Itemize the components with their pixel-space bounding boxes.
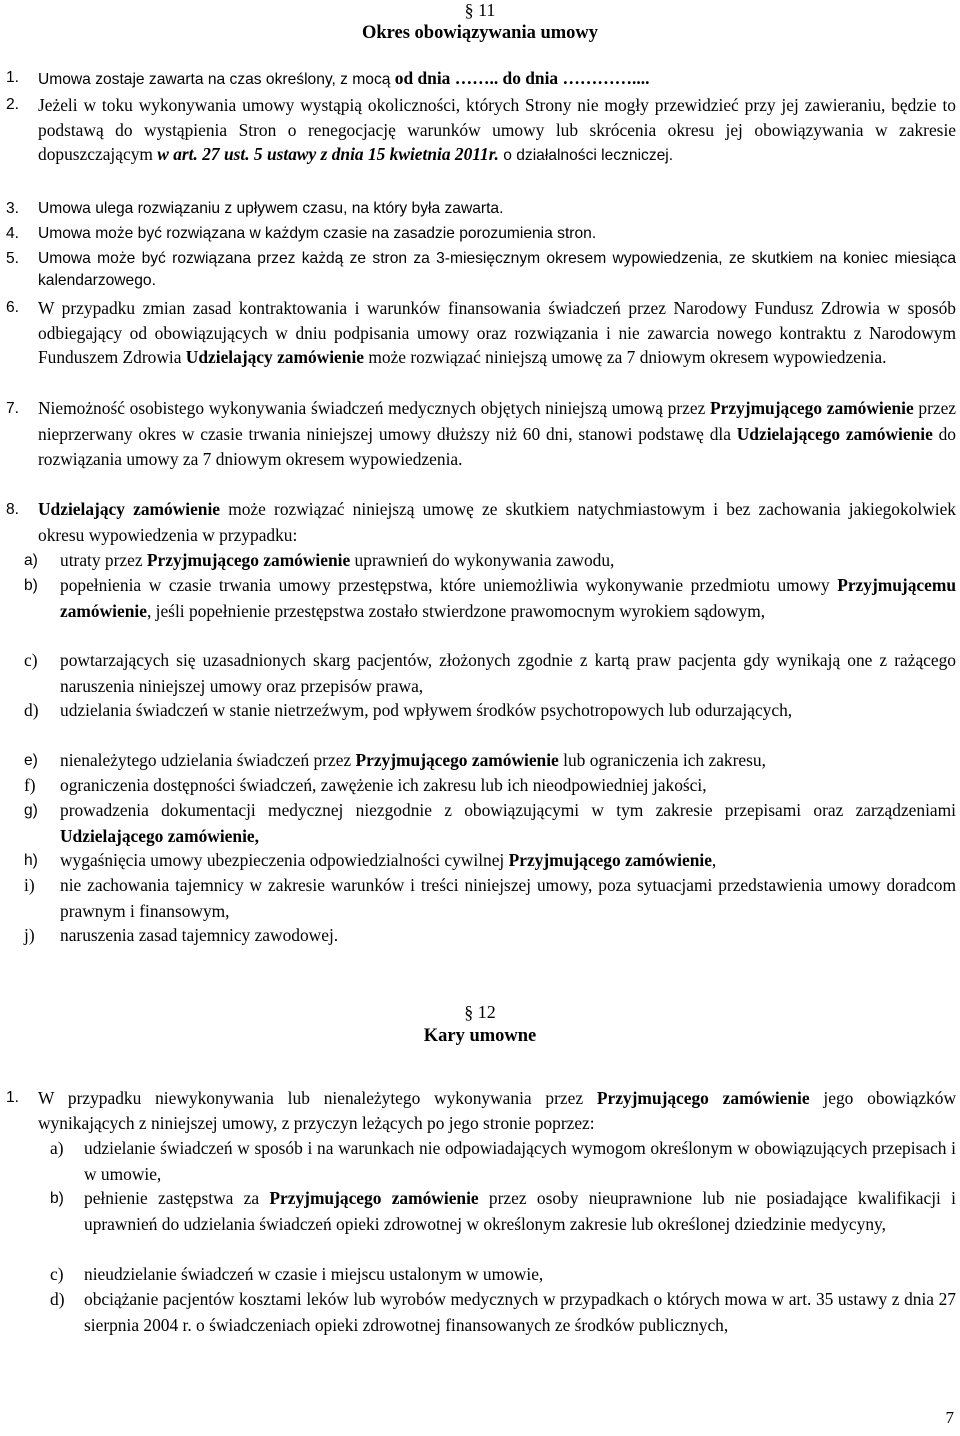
s11-item-c-label: c) <box>24 650 38 670</box>
s11-item-a-label: a) <box>24 552 38 569</box>
s11-item-h-text: wygaśnięcia umowy ubezpieczenia odpowiedzialności cywilnej <box>60 850 509 870</box>
s11-paragraph-2-number: 2. <box>6 96 20 113</box>
s11-item-d-text: udzielania świadczeń w stanie nietrzeźwym, pod wpływem środków psychotropowych lub odurzających, <box>60 700 793 720</box>
s11-item-f-text: ograniczenia dostępności świadczeń, zawężenie ich zakresu lub ich nieodpowiedniej jakości, <box>60 775 707 795</box>
s12-paragraph-1-text: W przypadku niewykonywania lub nienależytego wykonywania przez <box>38 1088 597 1108</box>
s12-paragraph-1-number: 1. <box>6 1089 20 1106</box>
s11-paragraph-2-text: Jeżeli w toku wykonywania umowy wystąpią okoliczności, których Strony nie mogły przewidzieć przy jej zawieraniu, będzie to podstawą do wystąpienia Stron o renegocjację warunków umowy lub skrócenia okresu jej obowiązywania w zakresie dopuszczającym <box>38 95 956 164</box>
s11-paragraph-6-number: 6. <box>6 299 20 316</box>
s11-item-e-text: nienależytego udzielania świadczeń przez <box>60 750 356 770</box>
s11-paragraph-2-act: o działalności leczniczej. <box>498 147 674 164</box>
section-12-number: § 12 <box>464 1002 496 1022</box>
s11-paragraph-3-text: Umowa ulega rozwiązaniu z upływem czasu, na który była zawarta. <box>38 200 504 217</box>
s11-paragraph-1-number: 1. <box>6 69 20 86</box>
s12-item-c-text: nieudzielanie świadczeń w czasie i miejscu ustalonym w umowie, <box>84 1264 544 1284</box>
s11-item-e-label: e) <box>24 752 38 769</box>
s11-item-j-label: j) <box>24 925 35 945</box>
s11-paragraph-1-dates: od dnia …….. do dnia ………….... <box>394 68 650 88</box>
s11-item-b-text-end: , jeśli popełnienie przestępstwa zostało stwierdzone prawomocnym wyrokiem sądowym, <box>146 600 766 621</box>
s11-item-d-label: d) <box>24 700 39 720</box>
s11-paragraph-2 <box>6 93 956 169</box>
s12-item-d <box>50 1287 956 1338</box>
section-11-number: § 11 <box>464 0 496 20</box>
s11-item-f-label: f) <box>24 775 36 795</box>
s11-item-h-text-end: , <box>711 850 717 870</box>
s11-paragraph-8-party: Udzielający zamówienie <box>38 499 221 519</box>
s11-item-i <box>24 873 956 924</box>
s12-item-c-label: c) <box>50 1264 64 1284</box>
s12-paragraph-1-text-end: jego obowiązków wynikających z niniejszej umowy, z przyczyn leżących po jego stronie poprzez: <box>38 1088 957 1133</box>
s11-paragraph-4-number: 4. <box>6 225 20 242</box>
s11-paragraph-7-number: 7. <box>6 400 20 417</box>
s11-paragraph-8-text: może rozwiązać niniejszą umowę ze skutkiem natychmiastowym i bez zachowania jakiegokolwiek okresu wypowiedzenia w przypadku: <box>38 499 957 545</box>
s11-paragraph-7-text-end: do rozwiązania umowy za 7 dniowym okresem wypowiedzenia. <box>38 423 956 469</box>
s11-paragraph-5-text: Umowa może być rozwiązana przez każdą ze stron za 3-miesięcznym okresem wypowiedzenia, ze skutkiem na koniec miesiąca kalendarzowego. <box>38 250 956 289</box>
s12-item-d-label: d) <box>50 1289 65 1309</box>
s11-item-g-text: prowadzenia dokumentacji medycznej niezgodnie z obowiązującymi w tym zakresie przepisami oraz zarządzeniami <box>60 800 956 820</box>
s11-paragraph-3 <box>6 198 956 220</box>
s11-item-g <box>24 798 956 849</box>
s12-item-a-label: a) <box>50 1138 64 1158</box>
s11-paragraph-5-number: 5. <box>6 250 20 267</box>
s11-paragraph-4 <box>6 223 956 245</box>
s11-item-g-party: Udzielającego zamówienie, <box>60 825 259 846</box>
s11-paragraph-4-text: Umowa może być rozwiązana w każdym czasie na zasadzie porozumienia stron. <box>38 225 597 242</box>
section-12-title: Kary umowne <box>423 1026 537 1046</box>
s12-item-b-text: pełnienie zastępstwa za <box>84 1188 270 1208</box>
s11-item-j <box>24 923 956 949</box>
s12-paragraph-1-party: Przyjmującego zamówienie <box>596 1088 810 1108</box>
s11-paragraph-5 <box>6 248 956 291</box>
s11-item-h-party: Przyjmującego zamówienie <box>508 850 712 870</box>
s11-item-b-party: Przyjmującemu zamówienie <box>60 575 956 621</box>
s11-item-a-text: utraty przez <box>60 550 147 570</box>
s11-item-i-label: i) <box>24 875 35 895</box>
s11-paragraph-6-text-end: może rozwiązać niniejszą umowę za 7 dniowym okresem wypowiedzenia. <box>364 347 887 367</box>
s11-item-b-text: popełnienia w czasie trwania umowy przestępstwa, które uniemożliwia wykonywanie przedmiotu umowy <box>60 575 838 595</box>
s11-paragraph-8-number: 8. <box>6 501 20 518</box>
s11-item-c-text: powtarzających się uzasadnionych skarg pacjentów, złożonych zgodnie z kartą praw pacjenta gdy wynikają one z rażącego naruszenia niniejszej umowy oraz przepisów prawa, <box>60 650 956 696</box>
s12-item-d-text: obciążanie pacjentów kosztami leków lub wyrobów medycznych w przypadkach o których mowa w art. 35 ustawy z dnia 27 sierpnia 2004 r. o świadczeniach opieki zdrowotnej finansowanych ze środków publicznych, <box>84 1289 956 1335</box>
s11-paragraph-8 <box>6 497 956 548</box>
s11-paragraph-3-number: 3. <box>6 200 20 217</box>
s11-item-d <box>24 698 956 724</box>
s11-paragraph-1-text: Umowa zostaje zawarta na czas określony, z mocą <box>38 71 395 88</box>
s11-item-a-text-end: uprawnień do wykonywania zawodu, <box>350 550 615 570</box>
s12-paragraph-1 <box>6 1086 956 1135</box>
s11-paragraph-7-text-mid: przez nieprzerwany okres w czasie trwania niniejszej umowy dłuższy niż 60 dni, stanowi podstawę dla <box>38 398 957 444</box>
s11-item-a <box>24 548 956 574</box>
s12-item-a <box>50 1136 956 1187</box>
section-11-title: Okres obowiązywania umowy <box>361 23 599 43</box>
page-number: 7 <box>945 1408 954 1427</box>
s12-item-b-party: Przyjmującego zamówienie <box>269 1188 479 1208</box>
s11-paragraph-6 <box>6 296 956 370</box>
s11-paragraph-7-party-2: Udzielającego zamówienie <box>736 423 933 444</box>
s11-item-h-label: h) <box>24 852 38 869</box>
s12-item-b <box>50 1186 956 1237</box>
s11-paragraph-2-legal-ref: w art. 27 ust. 5 ustawy z dnia 15 kwietnia 2011r. <box>157 144 499 164</box>
s12-item-b-text-end: przez osoby nieuprawnione lub nie posiadające kwalifikacji i uprawnień do udzielania świadczeń opieki zdrowotnej w określonym zakresie lub określonej dziedzinie medycyny, <box>84 1188 956 1234</box>
s11-item-i-text: nie zachowania tajemnicy w zakresie warunków i treści niniejszej umowy, poza sytuacjami przedstawienia umowy doradcom prawnym i finansowym, <box>60 875 956 921</box>
s11-paragraph-7-text: Niemożność osobistego wykonywania świadczeń medycznych objętych niniejszą umową przez <box>38 398 711 418</box>
s11-item-j-text: naruszenia zasad tajemnicy zawodowej. <box>60 925 339 945</box>
s11-item-f <box>24 773 956 799</box>
s11-item-h <box>24 848 956 874</box>
s11-item-c <box>24 648 956 699</box>
s11-item-a-party: Przyjmującego zamówienie <box>146 550 351 570</box>
s12-item-a-text: udzielanie świadczeń w sposób i na warunkach nie odpowiadających wymogom określonym w obowiązujących przepisach i w umowie, <box>84 1138 956 1184</box>
s12-item-c <box>50 1262 956 1288</box>
s11-item-e <box>24 748 956 774</box>
s11-paragraph-7-party-1: Przyjmującego zamówienie <box>710 398 914 418</box>
s11-paragraph-7 <box>6 396 956 473</box>
s11-paragraph-1 <box>6 66 956 93</box>
s11-paragraph-6-text: W przypadku zmian zasad kontraktowania i warunków finansowania świadczeń przez Narodowy Fundusz Zdrowia w sposób odbiegający od obowiązujących w dniu podpisania umowy oraz rozwiązania i nie zawarcia nowego kontraktu z Narodowym Funduszem Zdrowia <box>38 298 956 367</box>
s12-item-b-label: b) <box>50 1190 64 1207</box>
s11-item-b <box>24 573 956 624</box>
s11-item-g-label: g) <box>24 802 38 819</box>
s11-item-e-party: Przyjmującego zamówienie <box>355 750 559 770</box>
s11-item-b-label: b) <box>24 577 38 594</box>
s11-item-e-text-end: lub ograniczenia ich zakresu, <box>558 750 766 770</box>
s11-paragraph-6-party: Udzielający zamówienie <box>185 347 364 367</box>
